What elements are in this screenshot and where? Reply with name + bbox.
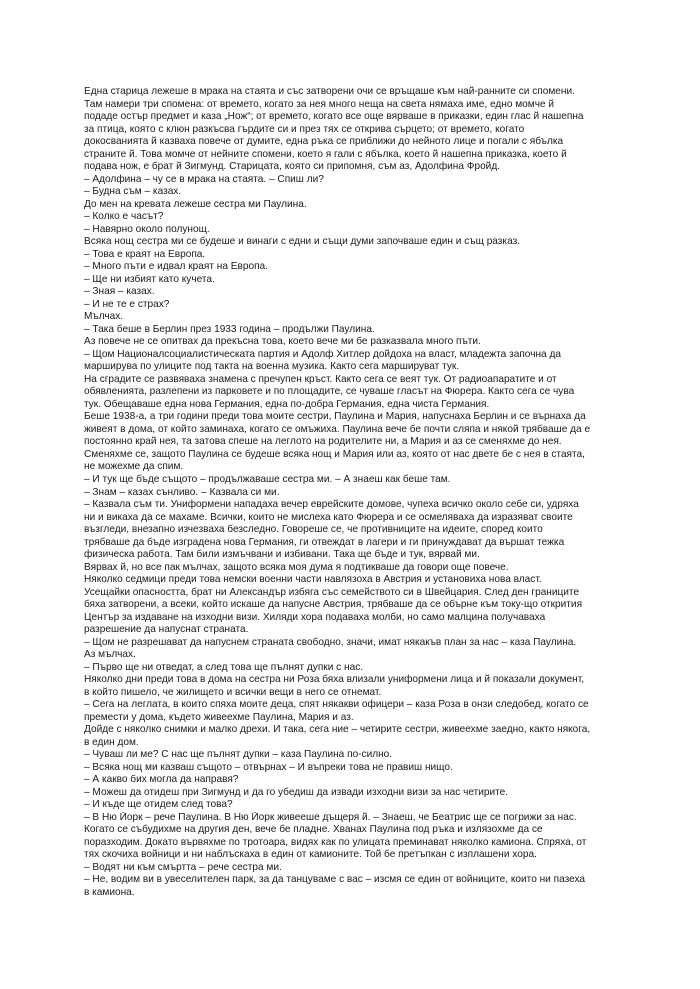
text-line: – И не те е страх?: [84, 298, 170, 310]
text-line: бяха затворени, а всеки, който искаше да напусне Австрия, трябваше да се обърне към току-що открития: [84, 599, 583, 611]
text-line: не можехме да спим.: [84, 461, 184, 473]
text-line: – Сега на леглата, в които спяха моите деца, спят някакви офицери – каза Роза в онзи следобед, когато се: [84, 699, 589, 711]
text-line: тях скочиха войници и ни наблъскаха в един от камионите. Той бе претъпкан с изплашени хора.: [84, 849, 537, 861]
text-line: Дойде с няколко снимки и малко дрехи. И така, сега ние – четирите сестри, живеехме заедно, както някога,: [84, 724, 591, 736]
text-line: – И тук ще бъде същото – продължаваше сестра ми. – А знаеш как беше там.: [84, 473, 451, 485]
text-line: разрешение да напуснат страната.: [84, 624, 249, 636]
text-line: – Не, водим ви в увеселителен парк, за да танцуваме с вас – изсмя се един от войниците, които ни пазеха: [84, 874, 586, 886]
text-line: – Така беше в Берлин през 1933 година – продължи Паулина.: [84, 323, 375, 335]
text-line: премести у дома, където живеехме Паулина, Мария и аз.: [84, 711, 354, 723]
text-line: – Това е краят на Европа.: [84, 248, 206, 260]
text-line: в камиона.: [84, 887, 135, 898]
text-line: До мен на кревата лежеше сестра ми Паулина.: [84, 198, 307, 210]
text-line: подава нож, е брат й Зигмунд. Старицата, която си припомня, съм аз, Адолфина Фройд.: [84, 161, 501, 173]
text-line: – Чуваш ли ме? С нас ще пълнят дупки – каза Паулина по-силно.: [84, 749, 393, 761]
text-line: – Знам – казах сънливо. – Казвала си ми.: [84, 486, 280, 498]
text-line: – В Ню Йорк – рече Паулина. В Ню Йорк живееше дъщеря й. – Знаеш, че Беатрис ще се погрижи за нас.: [84, 811, 577, 823]
text-line: – Ще ни избият като кучета.: [84, 273, 215, 285]
text-line: – И къде ще отидем след това?: [84, 799, 233, 811]
text-line: – Първо ще ни отведат, а след това ще пълнят дупки с нас.: [84, 661, 364, 673]
text-line: – Навярно около полунощ.: [84, 223, 210, 235]
text-line: марширува по улиците под такта на военна музика. Както сега маршируват тук.: [84, 361, 460, 373]
text-line: Вярвах й, но все пак мълчах, защото всяка моя дума я подтикваше да говори още повече.: [84, 561, 509, 573]
text-line: Мълчах.: [84, 311, 124, 323]
text-line: На сградите се развяваха знамена с пречупен кръст. Както сега се веят тук. От радиоапаратите и от: [84, 373, 557, 385]
text-line: ни и викаха да се махаме. Всички, които не мислеха като Фюрера и се осмеляваха да изразяват своите: [84, 511, 573, 523]
text-line: – Много пъти е идвал краят на Европа.: [84, 261, 268, 273]
text-line: възгледи, внезапно изчезваха безследно. Говореше се, че противниците на идеите, според които: [84, 524, 543, 536]
text-line: Аз повече не се опитвах да прекъсна това, което вече ми бе разказвала много пъти.: [84, 336, 481, 348]
text-line: поразходим. Докато вървяхме по тротоара, видях как по улицата преминават няколко камиона. Спряха, от: [84, 836, 587, 848]
text-line: – А какво бих могла да направя?: [84, 774, 239, 786]
text-line: – Зная – казах.: [84, 286, 155, 298]
text-line: Всяка нощ сестра ми се будеше и винаги с едни и същи думи започваше един и същ разказ.: [84, 236, 521, 248]
text-line: обявленията, разлепени из парковете и по площадите, се чуваше гласът на Фюрера. Както сега се чува: [84, 386, 575, 398]
text-line: – Щом Националсоциалистическата партия и Адолф Хитлер дойдоха на власт, младежта започна да: [84, 348, 561, 360]
text-line: Една старица лежеше в мрака на стаята и със затворени очи се връщаше към най-ранните си спомени.: [84, 86, 575, 97]
text-line: – Казвала съм ти. Униформени нападаха вечер еврейските домове, чупеха всичко около себе си, удряха: [84, 499, 579, 511]
text-line: – Щом не разрешават да напуснем страната свободно, значи, имат някакъв план за нас – каза Паулина.: [84, 636, 577, 648]
text-line: докосванията й казваха повече от думите, една ръка се приближи до нейното лице и погали с ябълка: [84, 136, 564, 148]
text-line: Няколко седмици преди това немски военни части навлязоха в Австрия и установиха нова власт.: [84, 574, 542, 586]
text-line: в който пишело, че жилището и всички вещи в него се отнемат.: [84, 686, 382, 698]
text-line: Беше 1938-а, а три години преди това моите сестри, Паулина и Мария, напуснаха Берлин и се върнаха да: [84, 411, 586, 423]
text-line: Няколко дни преди това в дома на сестра ни Роза бяха влизали униформени лица и й показали документ,: [84, 674, 585, 686]
text-line: в един дом.: [84, 736, 139, 748]
text-line: – Колко е часът?: [84, 211, 164, 223]
text-line: тук. Обещаваше една нова Германия, една по-добра Германия, една чиста Германия.: [84, 398, 490, 410]
text-line: – Всяка нощ ми казваш същото – отвърнах – И въпреки това не правиш нищо.: [84, 761, 453, 773]
text-line: физическа работа. Там били измъчвани и избивани. Така ще бъде и тук, вярвай ми.: [84, 549, 480, 561]
text-line: трябваше да бъде изградена нова Германия, ги отвеждат в лагери и ги принуждават да вършат тежка: [84, 536, 565, 548]
text-line: Център за издаване на изходни визи. Хиляди хора подаваха молби, но само малцина получаваха: [84, 611, 546, 623]
text-line: Аз мълчах.: [84, 649, 136, 661]
text-line: Усещайки опасността, брат ни Александър избяга със семейството си в Швейцария. След ден границите: [84, 586, 580, 598]
text-line: постоянно край нея, та затова спеше на леглото на родителите ни, а Мария и аз се сменяхме до нея.: [84, 436, 562, 448]
text-line: подаде остър предмет и каза „Нож“; от времето, когато все още вярваше в приказки, един глас й нашепна: [84, 111, 584, 123]
text-line: – Будна съм – казах.: [84, 186, 182, 198]
text-line: живеят в дома, от който заминаха, когато се омъжиха. Паулина вече бе почти сляпа и някой трябваше да е: [84, 423, 591, 435]
body-text: [84, 86, 644, 900]
text-line: Когато се събудихме на другия ден, вече бе пладне. Хванах Паулина под ръка и излязохме да се: [84, 824, 543, 836]
text-line: – Можеш да отидеш при Зигмунд и да го убедиш да извади изходни визи за нас четирите.: [84, 786, 509, 798]
text-line: Там намери три спомена: от времето, когато за нея много неща на света нямаха име, едно момче й: [84, 98, 555, 110]
text-line: Сменяхме се, защото Паулина се будеше всяка нощ и Мария или аз, която от нас двете бе с нея в стаята,: [84, 448, 585, 460]
text-line: страните й. Това момче от нейните спомени, което я гали с ябълка, което й нашепна приказка, което й: [84, 148, 567, 160]
text-line: – Адолфина – чу се в мрака на стаята. – Спиш ли?: [84, 173, 324, 185]
text-line: – Водят ни към смъртта – рече сестра ми.: [84, 861, 282, 873]
text-line: за птица, която с клюн разкъсва гърдите си и през тях се открива сърцето; от времето, когато: [84, 123, 525, 135]
